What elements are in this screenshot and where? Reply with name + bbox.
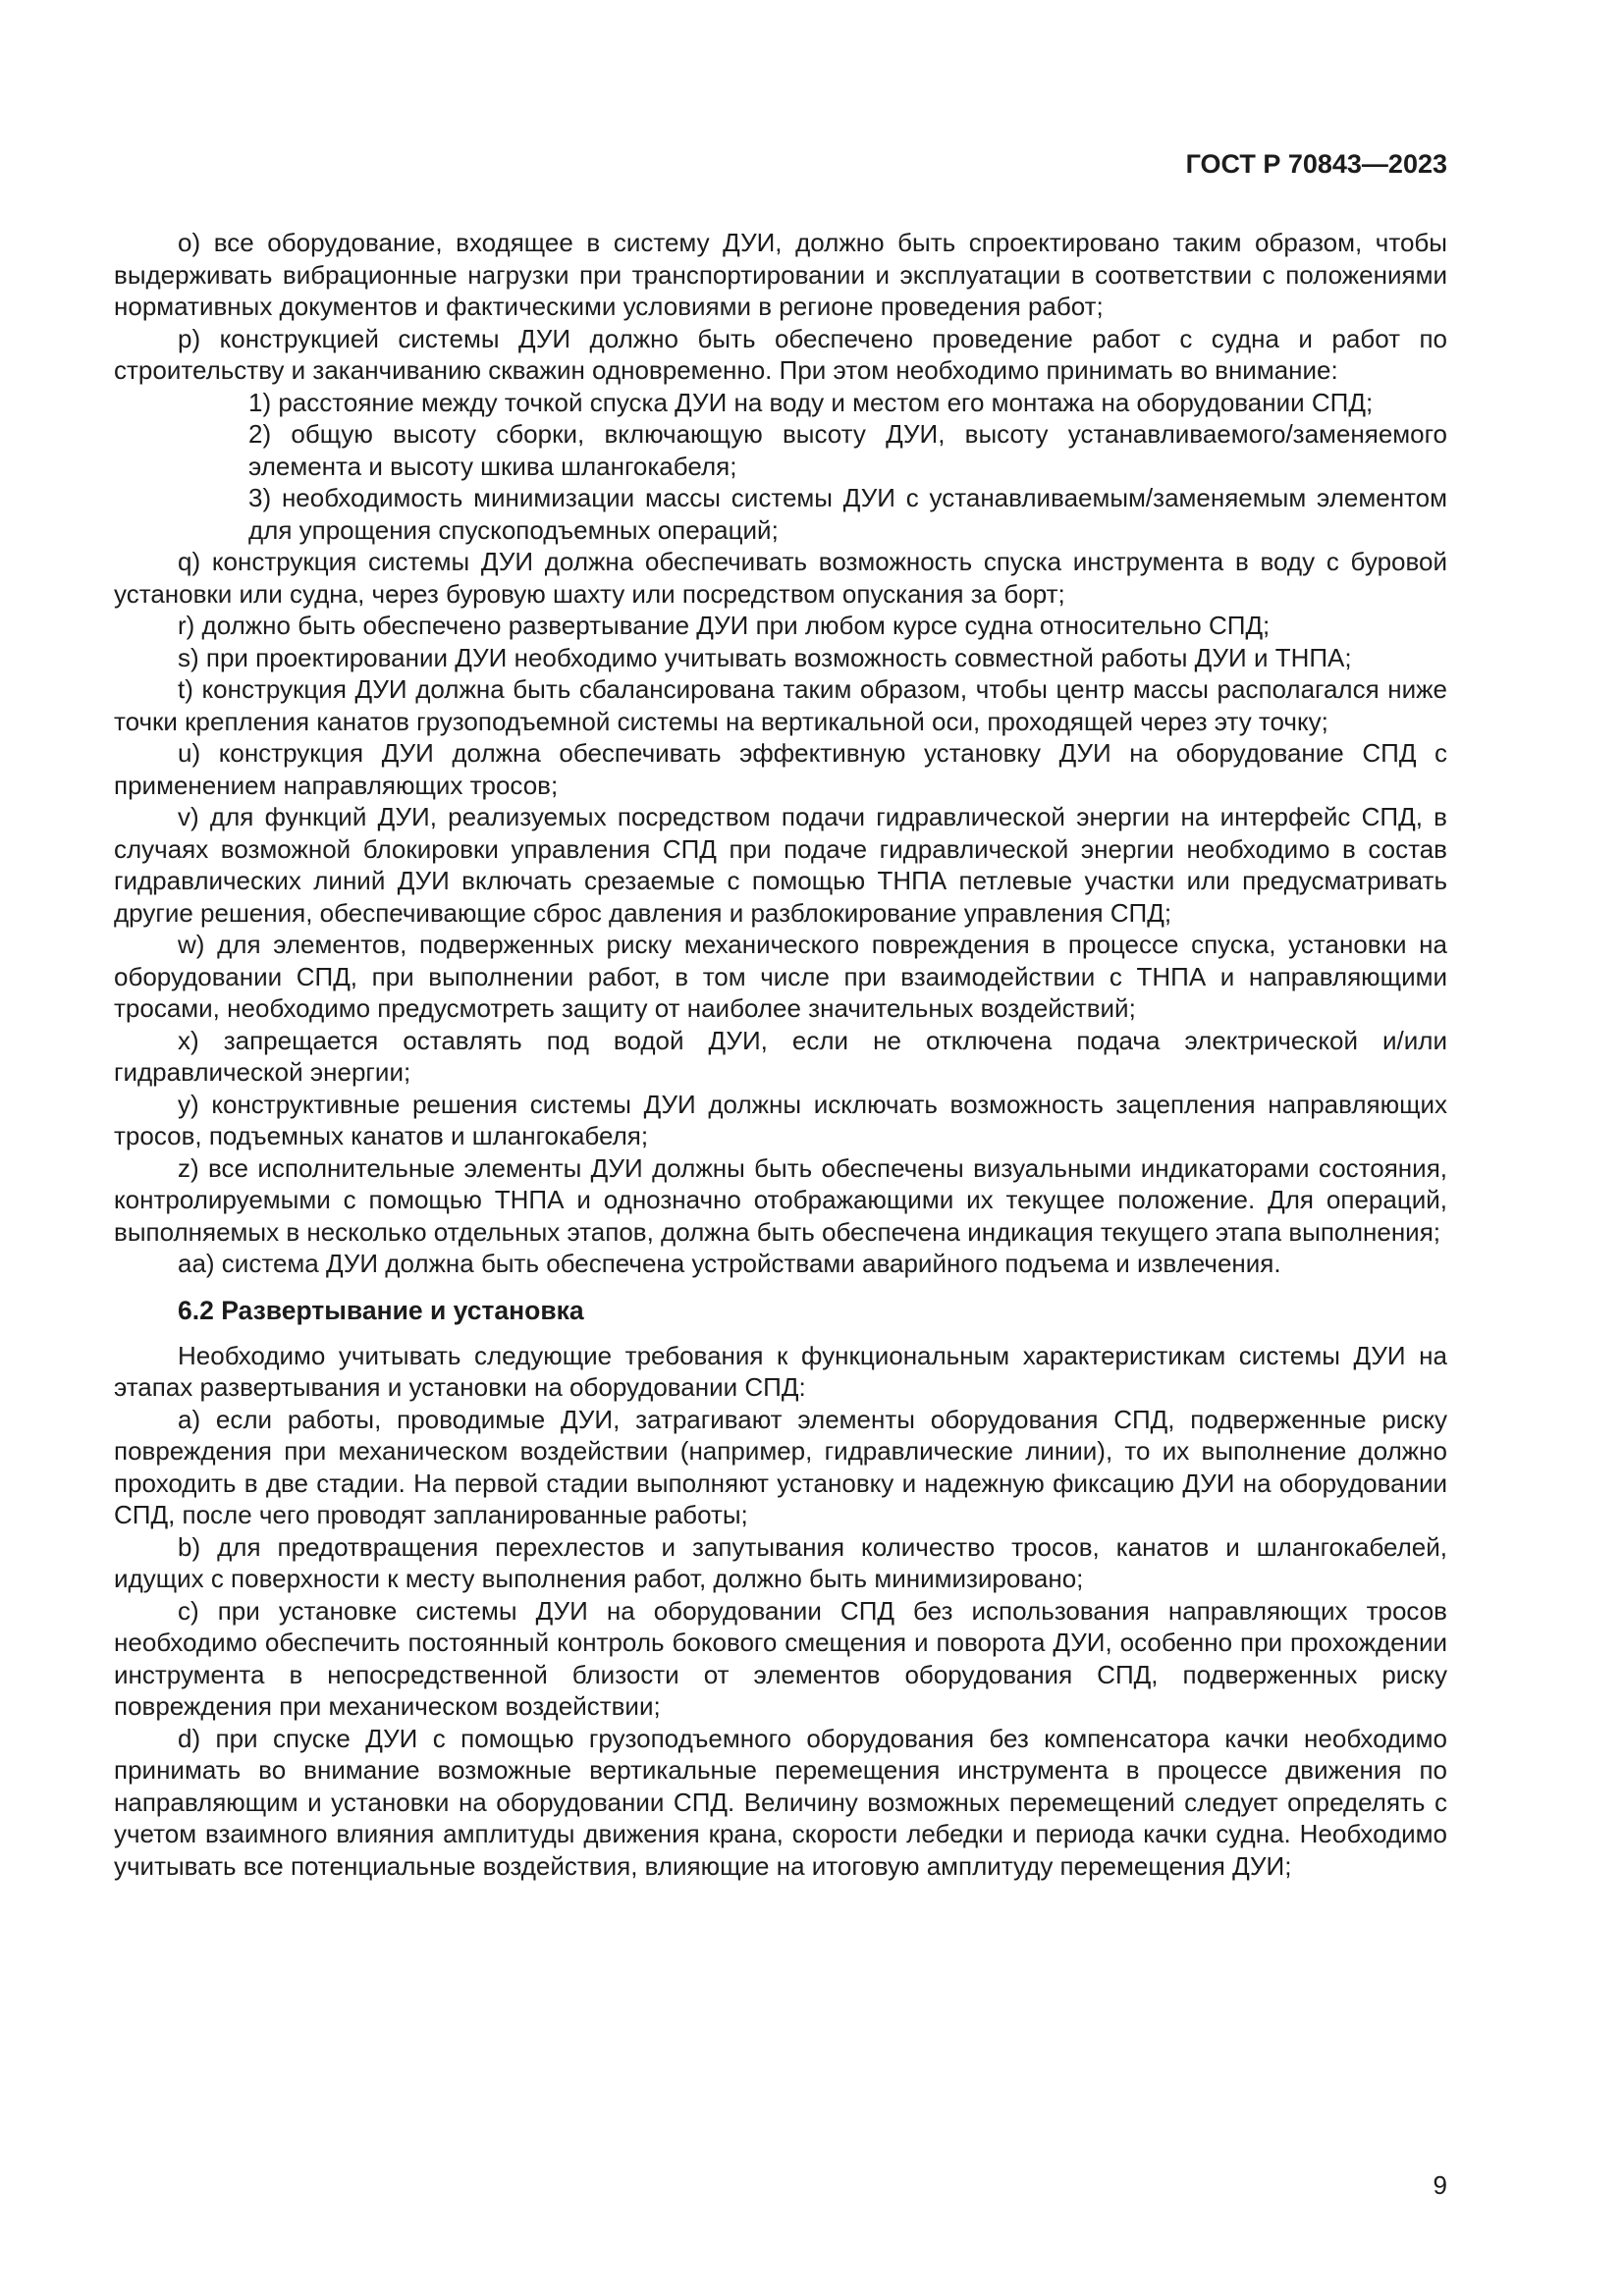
section-intro: Необходимо учитывать следующие требования к функциональным характеристикам системы ДУИ на этапах развертывания и установки на оборудовании СПД: [114, 1340, 1447, 1402]
list-item-aa: аа) система ДУИ должна быть обеспечена устройствами аварийного подъема и извлечения. [178, 1249, 1281, 1278]
list-item-q: q) конструкция системы ДУИ должна обеспечивать возможность спуска инструмента в воду с буровой установки или судна, через буровую шахту или посредством опускания за борт; [114, 547, 1447, 609]
section-item-b: b) для предотвращения перехлестов и запутывания количество тросов, канатов и шлангокабелей, идущих с поверхности к месту выполнения работ, должно быть минимизировано; [114, 1531, 1447, 1593]
sub-item-1: 1) расстояние между точкой спуска ДУИ на воду и местом его монтажа на оборудовании СПД; [248, 387, 1374, 417]
page-number: 9 [1433, 2170, 1447, 2200]
sub-item-3: 3) необходимость минимизации массы системы ДУИ с устанавливаемым/заменяемым элементом для упрощения спускоподъемных операций; [248, 483, 1447, 545]
document-code-header: ГОСТ Р 70843—2023 [1185, 149, 1447, 179]
list-item-z: z) все исполнительные элементы ДУИ должны быть обеспечены визуальными индикаторами состояния, контролируемыми с помощью ТНПА и однозначно отображающими их текущее положение. Для операций, выполняемых в несколько отдельных этапов, должна быть обеспечена индикация текущего этапа выполнения; [114, 1152, 1447, 1247]
list-item-w: w) для элементов, подверженных риску механического повреждения в процессе спуска, установки на оборудовании СПД, при выполнении работ, в том числе при взаимодействии с ТНПА и направляющими тросами, необходимо предусмотреть защиту от наиболее значительных воздействий; [114, 930, 1447, 1023]
list-item-v: v) для функций ДУИ, реализуемых посредством подачи гидравлической энергии на интерфейс СПД, в случаях возможной блокировки управления СПД при подаче гидравлической энергии необходимо в состав гидравлических линий ДУИ включать срезаемые с помощью ТНПА петлевые участки или предусматривать другие решения, обеспечивающие сброс давления и разблокирование управления СПД; [114, 802, 1447, 928]
list-item-o: о) все оборудование, входящее в систему ДУИ, должно быть спроектировано таким образом, чтобы выдерживать вибрационные нагрузки при транспортировании и эксплуатации в соответствии с положениями нормативных документов и фактическими условиями в регионе проведения работ; [114, 228, 1447, 321]
document-body [114, 227, 1447, 1882]
list-item-y: y) конструктивные решения системы ДУИ должны исключать возможность зацепления направляющих тросов, подъемных канатов и шлангокабеля; [114, 1089, 1447, 1150]
list-item-x: x) запрещается оставлять под водой ДУИ, если не отключена подача электрической и/или гидравлической энергии; [114, 1025, 1447, 1087]
section-item-d: d) при спуске ДУИ с помощью грузоподъемного оборудования без компенсатора качки необходимо принимать во внимание возможные вертикальные перемещения инструмента в процессе движения по направляющим и установки на оборудовании СПД. Величину возможных перемещений следует определять с учетом взаимного влияния амплитуды движения крана, скорости лебедки и периода качки судна. Необходимо учитывать все потенциальные воздействия, влияющие на итоговую амплитуду перемещения ДУИ; [114, 1723, 1447, 1881]
section-item-c: c) при установке системы ДУИ на оборудовании СПД без использования направляющих тросов необходимо обеспечить постоянный контроль бокового смещения и поворота ДУИ, особенно при прохождении инструмента в непосредственной близости от элементов оборудования СПД, подверженных риску повреждения при механическом воздействии; [114, 1595, 1447, 1721]
list-item-s: s) при проектировании ДУИ необходимо учитывать возможность совместной работы ДУИ и ТНПА; [178, 642, 1352, 672]
sub-item-2: 2) общую высоту сборки, включающую высоту ДУИ, высоту устанавливаемого/заменяемого элемента и высоту шкива шлангокабеля; [248, 419, 1447, 481]
section-title: 6.2 Развертывание и установка [178, 1295, 584, 1325]
list-item-t: t) конструкция ДУИ должна быть сбалансирована таким образом, чтобы центр массы располагался ниже точки крепления канатов грузоподъемной системы на вертикальной оси, проходящей через эту точку; [114, 674, 1447, 736]
list-item-u: u) конструкция ДУИ должна обеспечивать эффективную установку ДУИ на оборудование СПД с применением направляющих тросов; [114, 738, 1447, 800]
section-item-a: а) если работы, проводимые ДУИ, затрагивают элементы оборудования СПД, подверженные риску повреждения при механическом воздействии (например, гидравлические линии), то их выполнение должно проходить в две стадии. На первой стадии выполняют установку и надежную фиксацию ДУИ на оборудовании СПД, после чего проводят запланированные работы; [114, 1404, 1447, 1529]
list-item-r: r) должно быть обеспечено развертывание ДУИ при любом курсе судна относительно СПД; [178, 611, 1271, 640]
list-item-p: р) конструкцией системы ДУИ должно быть обеспечено проведение работ с судна и работ по строительству и заканчиванию скважин одновременно. При этом необходимо принимать во внимание: [114, 323, 1447, 385]
